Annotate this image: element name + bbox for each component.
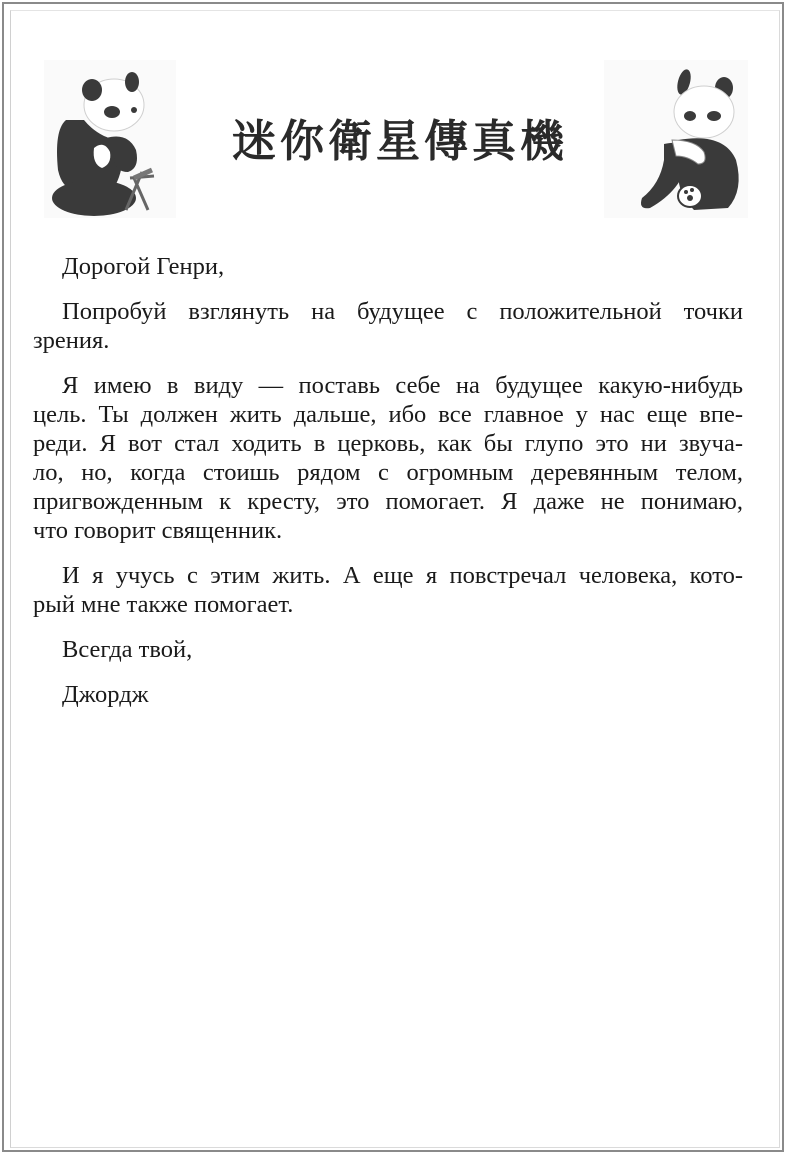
paragraph-line: пригвожденным к кресту, это помогает. Я даже не понимаю,: [33, 488, 743, 515]
letter-signature: Джордж: [62, 681, 149, 708]
fax-header: [0, 0, 790, 230]
paragraph-line: зрения.: [33, 327, 110, 354]
letter-salutation: Дорогой Генри,: [62, 253, 225, 280]
panda-right-icon: [604, 60, 748, 218]
letter-paragraph: [33, 561, 743, 619]
paragraph-line: рый мне также помогает.: [33, 591, 294, 618]
letter-paragraph: [33, 371, 743, 545]
fax-title: 迷你衛星傳真機: [232, 116, 568, 167]
paragraph-line: цель. Ты должен жить дальше, ибо все главное у нас еще впе-: [33, 401, 743, 428]
letter-paragraph: [33, 297, 743, 355]
letter-body: [33, 252, 743, 725]
letter-closing: Всегда твой,: [62, 636, 193, 663]
panda-left-icon: [44, 60, 176, 218]
paragraph-line: что говорит священник.: [33, 517, 283, 544]
paragraph-line: Я имею в виду — поставь себе на будущее какую-нибудь: [62, 372, 743, 399]
paragraph-line: реди. Я вот стал ходить в церковь, как бы глупо это ни звуча-: [33, 430, 743, 457]
paragraph-line: И я учусь с этим жить. А еще я повстречал человека, кото-: [62, 562, 743, 589]
paragraph-line: Попробуй взглянуть на будущее с положительной точки: [62, 298, 743, 325]
paragraph-line: ло, но, когда стоишь рядом с огромным деревянным телом,: [33, 459, 743, 486]
